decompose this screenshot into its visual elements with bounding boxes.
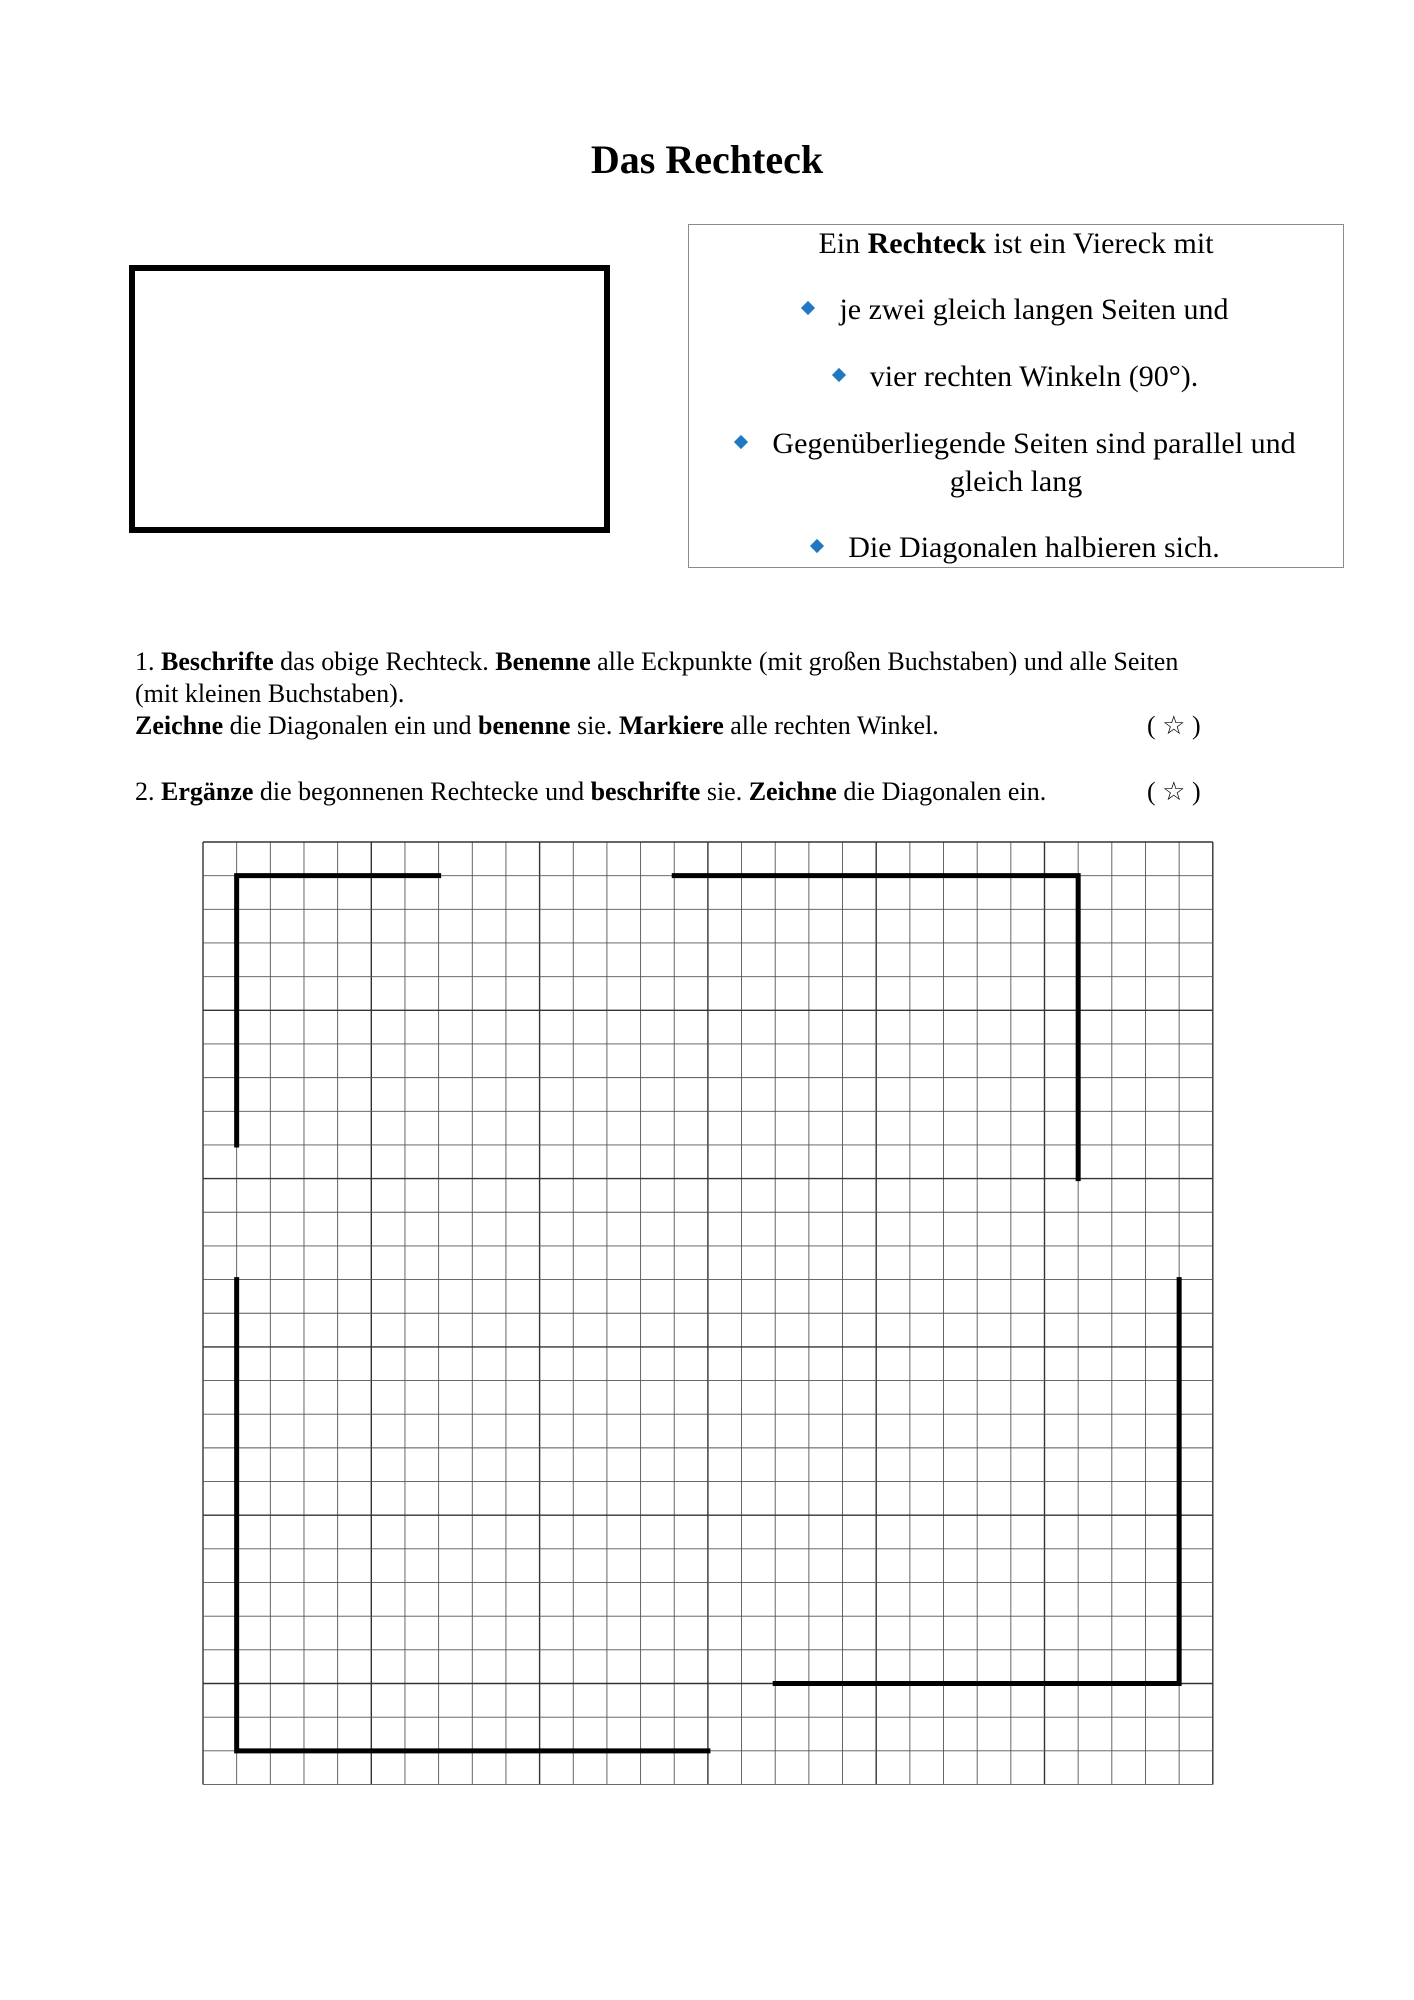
task-1: 1. Beschrifte das obige Rechteck. Benenne alle Eckpunkte (mit großen Buchstaben) und alle Seiten (mit kleinen Buchstaben). Zeichne die Diagonalen ein und benenne sie. Markiere alle rechten Winkel. xyxy=(135,647,1179,740)
task-2: 2. Ergänze die begonnenen Rechtecke und beschrifte sie. Zeichne die Diagonalen ein. xyxy=(135,777,1047,806)
grid-lines xyxy=(203,842,1213,1784)
page-title: Das Rechteck xyxy=(590,137,824,182)
definition-intro: Ein Rechteck ist ein Viereck mit xyxy=(818,227,1214,260)
definition-bullet-3: Gegenüberliegende Seiten sind parallel und gleich lang xyxy=(689,425,1343,501)
definition-bullet-1: je zwei gleich langen Seiten und xyxy=(689,291,1343,329)
task-2-star-rating: ( ☆ ) xyxy=(1147,777,1201,806)
definition-bullet-4: Die Diagonalen halbieren sich. xyxy=(689,529,1343,567)
task-1-star-rating: ( ☆ ) xyxy=(1147,711,1201,740)
definition-bullet-2: vier rechten Winkeln (90°). xyxy=(689,358,1343,396)
